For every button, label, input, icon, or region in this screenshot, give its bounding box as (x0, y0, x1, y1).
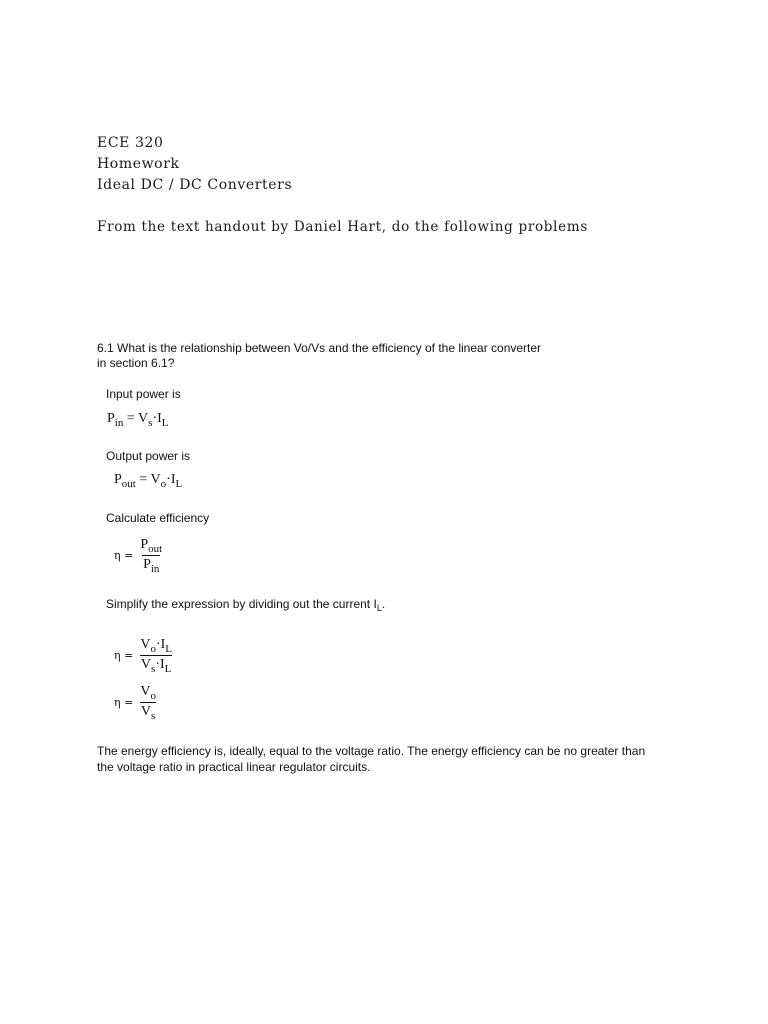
assignment-type: Homework (97, 156, 180, 172)
conclusion-line-1: The energy efficiency is, ideally, equal to the voltage ratio. The energy efficiency can be no greater than (97, 744, 646, 758)
question-line-1: 6.1 What is the relationship between Vo/Vs and the efficiency of the linear converter (97, 341, 542, 355)
efficiency-ratio-equation: η = $\frac{V_o\cdot I_L}{V_s\cdot I_L}$ (114, 637, 173, 675)
efficiency-equation: η = $\frac{P_{out}}{P_{in}}$ (114, 537, 163, 575)
input-power-equation: $P_{in} = V_s\cdot I_L$ (107, 411, 169, 429)
output-power-equation: $P_{out} = V_o\cdot I_L$ (114, 472, 183, 490)
simplify-label: Simplify the expression by dividing out the current $I_L$. (106, 597, 386, 613)
assignment-topic: Ideal DC / DC Converters (97, 177, 293, 193)
question-line-2: in section 6.1? (97, 356, 175, 370)
current-ratio-fraction: $\frac{V_o\cdot I_L}{V_s\cdot I_L}$ (140, 637, 173, 675)
conclusion-line-2: the voltage ratio in practical linear regulator circuits. (97, 760, 371, 774)
course-title: ECE 320 (97, 135, 164, 151)
input-power-label: Input power is (106, 387, 181, 401)
voltage-ratio-fraction: $\frac{V_o}{V_s}$ (140, 684, 156, 722)
efficiency-label: Calculate efficiency (106, 511, 210, 525)
voltage-ratio-equation: η = $\frac{V_o}{V_s}$ (114, 684, 156, 722)
intro-text: From the text handout by Daniel Hart, do the following problems (97, 219, 588, 235)
efficiency-fraction: $\frac{P_{out}}{P_{in}}$ (140, 537, 163, 575)
output-power-label: Output power is (106, 449, 191, 463)
